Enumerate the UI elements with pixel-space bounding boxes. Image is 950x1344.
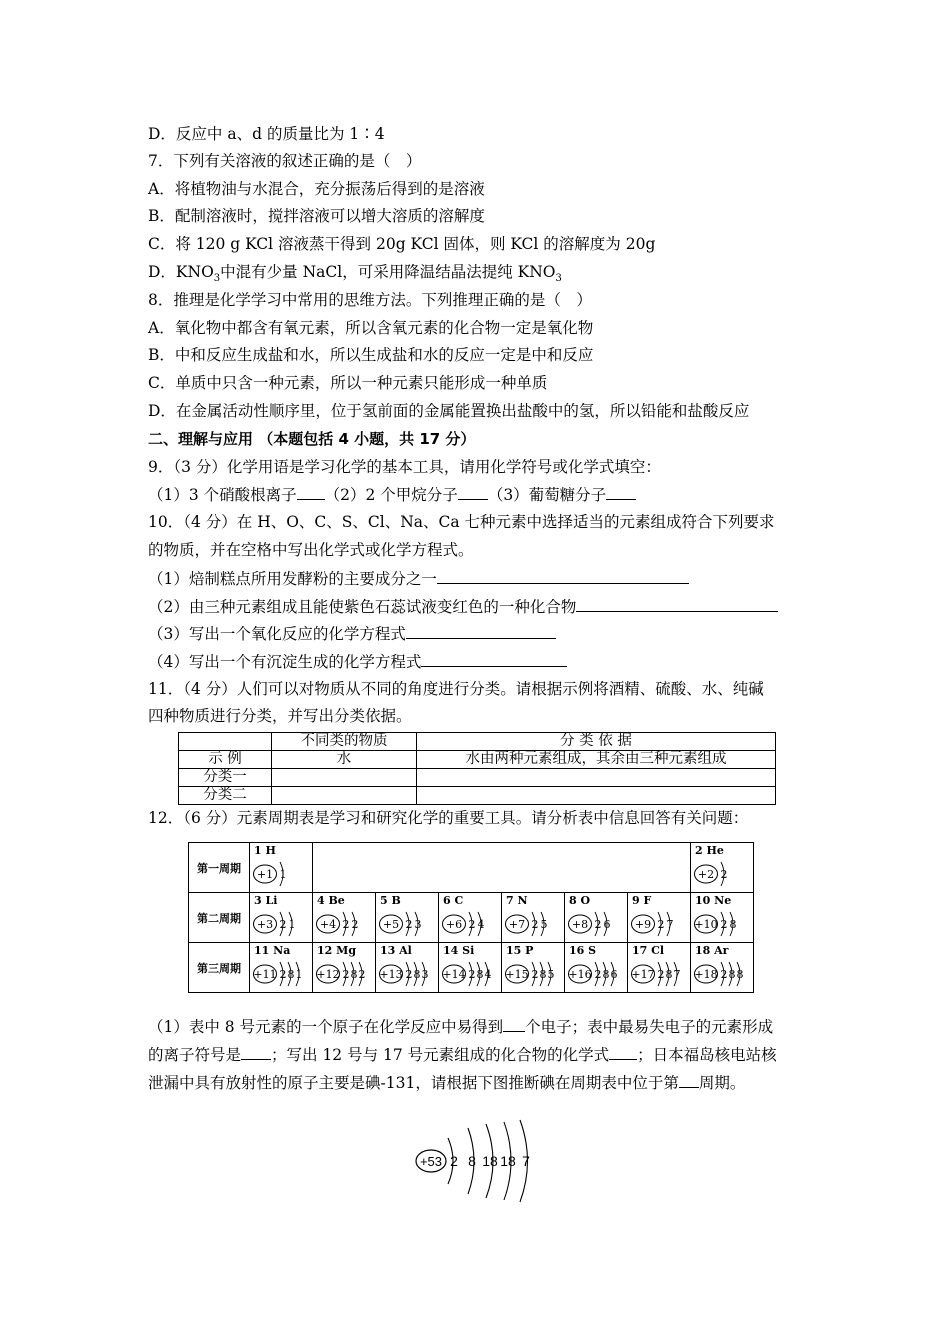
q7-option-c: C．将 120 g KCl 溶液蒸干得到 20g KCl 固体，则 KCl 的溶解度为 20g [148, 235, 656, 253]
section-2-heading: 二、理解与应用 （本题包括 4 小题，共 17 分） [148, 430, 476, 448]
element-cell [376, 893, 439, 943]
nucleus-label: +8 [571, 918, 589, 931]
element-cell [250, 843, 313, 893]
q8-option-b: B．中和反应生成盐和水，所以生成盐和水的反应一定是中和反应 [148, 346, 594, 364]
element-label: 6 C [443, 894, 464, 907]
shell-electron-count: 8 [729, 918, 737, 931]
element-label: 14 Si [443, 944, 475, 957]
table-cell: 水由两种元素组成，其余由三种元素组成 [417, 751, 776, 769]
shell-electron-count: 2 [405, 968, 413, 981]
element-cell [439, 893, 502, 943]
shell-electron-count: 2 [358, 968, 366, 981]
shell-electron-count: 2 [720, 968, 728, 981]
shell-electron-count: 2 [342, 918, 350, 931]
nucleus-label: +5 [382, 918, 400, 931]
answer-blank[interactable] [679, 1072, 699, 1088]
answer-blank[interactable] [421, 651, 567, 667]
atom-structure-icon [252, 908, 310, 940]
element-cell [250, 893, 313, 943]
shell-electron-count: 2 [351, 918, 359, 931]
shell-electron-count: 2 [657, 918, 665, 931]
nucleus-label: +7 [508, 918, 526, 931]
iodine-nucleus-label: +53 [419, 1154, 443, 1169]
nucleus-label: +12 [316, 968, 340, 981]
answer-blank[interactable] [609, 1044, 637, 1060]
shell-electron-count: 6 [603, 918, 611, 931]
table-cell: 分类一 [179, 769, 272, 787]
shell-electron-count: 2 [468, 918, 476, 931]
element-label: 12 Mg [317, 944, 357, 957]
q7-option-b: B．配制溶液时，搅拌溶液可以增大溶质的溶解度 [148, 207, 485, 225]
atom-structure-icon [252, 958, 310, 990]
element-label: 16 S [569, 944, 597, 957]
answer-blank[interactable] [406, 623, 556, 639]
atom-structure-icon [693, 958, 751, 990]
q12-answer-line-3: 泄漏中具有放射性的原子主要是碘-131，请根据下图推断碘在周期表中位于第 周期。 [148, 1074, 746, 1092]
shell-electron-count: 2 [279, 918, 287, 931]
shell-electron-count: 1 [288, 918, 296, 931]
q10-stem: 10．（4 分）在 H、O、C、S、Cl、Na、Ca 七种元素中选择适当的元素组成符合下列要求 [148, 513, 775, 531]
table-cell: 分类二 [179, 787, 272, 805]
shell-electron-count: 1 [279, 868, 287, 881]
atom-structure-icon [567, 958, 625, 990]
nucleus-label: +2 [697, 868, 715, 881]
table-row [179, 769, 776, 787]
q10-part-1: （1）焙制糕点所用发酵粉的主要成分之一 [148, 568, 689, 589]
element-label: 13 Al [380, 944, 412, 957]
q12-stem: 12．（6 分）元素周期表是学习和研究化学的重要工具。请分析表中信息回答有关问题： [148, 809, 749, 827]
shell-electron-count: 2 [657, 968, 665, 981]
q8-option-c: C．单质中只含一种元素，所以一种元素只能形成一种单质 [148, 374, 548, 392]
shell-electron-count: 8 [476, 968, 484, 981]
shell-electron-count: 2 [531, 968, 539, 981]
element-cell [376, 943, 439, 993]
period-row [189, 893, 754, 943]
answer-blank[interactable] [437, 568, 689, 584]
element-cell [691, 943, 754, 993]
answer-blank[interactable] [606, 484, 636, 500]
atom-structure-icon [252, 858, 310, 890]
element-label: 8 O [569, 894, 591, 907]
shell-electron-count: 5 [540, 918, 548, 931]
q7-option-a: A．将植物油与水混合，充分振荡后得到的是溶液 [148, 180, 485, 198]
shell-electron-count: 8 [665, 968, 673, 981]
shell-electron-count: 8 [602, 968, 610, 981]
shell-electron-count: 8 [539, 968, 547, 981]
q6-option-d: D．反应中 a、d 的质量比为 1∶4 [148, 125, 385, 143]
period-row [189, 943, 754, 993]
q8-stem: 8．推理是化学学习中常用的思维方法。下列推理正确的是（ ） [148, 291, 592, 309]
shell-electron-count: 3 [421, 968, 429, 981]
shell-electron-count: 8 [736, 968, 744, 981]
table-cell[interactable] [272, 769, 417, 787]
q11-stem: 11．（4 分）人们可以对物质从不同的角度进行分类。请根据示例将酒精、硫酸、水、纯碱 [148, 680, 764, 698]
answer-blank[interactable] [458, 484, 488, 500]
shell-electron-count: 2 [594, 968, 602, 981]
atom-structure-icon [504, 908, 562, 940]
atom-structure-icon [441, 908, 499, 940]
element-cell [313, 943, 376, 993]
shell-electron-count: 6 [610, 968, 618, 981]
q12-answer-line-1: （1）表中 8 号元素的一个原子在化学反应中易得到 个电子；表中最易失电子的元素形成 [148, 1018, 774, 1036]
shell-electron-count: 8 [350, 968, 358, 981]
atom-structure-icon [441, 958, 499, 990]
empty-span [313, 843, 691, 893]
atom-structure-icon [378, 908, 436, 940]
shell-electron-count: 1 [295, 968, 303, 981]
q8-option-d: D．在金属活动性顺序里，位于氢前面的金属能置换出盐酸中的氢，所以铅能和盐酸反应 [148, 402, 750, 420]
classification-table [178, 732, 776, 805]
q9-blanks: （1）3 个硝酸根离子 （2）2 个甲烷分子 （3）葡萄糖分子 [148, 484, 636, 505]
q11-stem-2: 四种物质进行分类，并写出分类依据。 [148, 707, 412, 725]
element-label: 17 Cl [632, 944, 665, 957]
atom-structure-icon [693, 858, 751, 890]
answer-blank[interactable] [503, 1016, 525, 1032]
element-label: 15 P [506, 944, 534, 957]
shell-electron-count: 4 [484, 968, 492, 981]
nucleus-label: +9 [634, 918, 652, 931]
answer-blank[interactable] [241, 1044, 271, 1060]
nucleus-label: +13 [379, 968, 403, 981]
table-cell[interactable] [272, 787, 417, 805]
element-cell [628, 943, 691, 993]
element-label: 4 Be [317, 894, 345, 907]
atom-structure-icon [315, 958, 373, 990]
answer-blank[interactable] [576, 596, 778, 612]
q7-stem: 7．下列有关溶液的叙述正确的是（ ） [148, 152, 422, 170]
shell-electron-count: 2 [594, 918, 602, 931]
periodic-table [188, 842, 754, 993]
q10-part-2: （2）由三种元素组成且能使紫色石蕊试液变红色的一种化合物 [148, 596, 778, 617]
nucleus-label: +1 [256, 868, 274, 881]
element-cell [628, 893, 691, 943]
shell-electron-count: 4 [477, 918, 485, 931]
nucleus-label: +14 [442, 968, 466, 981]
shell-electron-count: 7 [666, 918, 674, 931]
table-row [179, 787, 776, 805]
nucleus-label: +3 [256, 918, 274, 931]
shell-electron-count: 5 [547, 968, 555, 981]
nucleus-label: +10 [694, 918, 718, 931]
table-cell[interactable] [417, 769, 776, 787]
atom-structure-icon [567, 908, 625, 940]
table-cell: 示 例 [179, 751, 272, 769]
nucleus-label: +11 [253, 968, 277, 981]
nucleus-label: +15 [505, 968, 529, 981]
answer-blank[interactable] [297, 484, 325, 500]
element-cell [691, 893, 754, 943]
element-cell [565, 943, 628, 993]
element-cell [313, 893, 376, 943]
shell-electron-count: 3 [414, 918, 422, 931]
nucleus-label: +6 [445, 918, 463, 931]
atom-structure-icon [630, 958, 688, 990]
shell-electron-count: 2 [342, 968, 350, 981]
q10-stem-2: 的物质，并在空格中写出化学式或化学方程式。 [148, 541, 474, 559]
element-label: 11 Na [254, 944, 291, 957]
q10-part-4: （4）写出一个有沉淀生成的化学方程式 [148, 651, 567, 672]
element-label: 5 B [380, 894, 401, 907]
atom-structure-icon [378, 958, 436, 990]
q9-stem: 9．（3 分）化学用语是学习化学的基本工具，请用化学符号或化学式填空： [148, 458, 661, 476]
q10-part-3: （3）写出一个氧化反应的化学方程式 [148, 623, 556, 644]
shell-electron-count: 7 [673, 968, 681, 981]
period-row [189, 843, 754, 893]
table-cell[interactable] [417, 787, 776, 805]
q8-option-a: A．氧化物中都含有氧元素，所以含氧元素的化合物一定是氧化物 [148, 319, 594, 337]
shell-electron-count: 8 [728, 968, 736, 981]
nucleus-label: +4 [319, 918, 337, 931]
element-cell [565, 893, 628, 943]
element-label: 7 N [506, 894, 528, 907]
q7-option-d: D．$KNO_3$中混有少量 NaCl，可采用降温结晶法提纯 $KNO_3$ [148, 263, 562, 285]
element-label: 2 He [695, 844, 724, 857]
element-cell [250, 943, 313, 993]
iodine-shell-count: 18 [482, 1153, 498, 1169]
shell-electron-count: 2 [720, 918, 728, 931]
shell-electron-count: 2 [279, 968, 287, 981]
table-header-cell: 分 类 依 据 [417, 733, 776, 751]
element-label: 10 Ne [695, 894, 732, 907]
atom-structure-icon [630, 908, 688, 940]
shell-electron-count: 2 [720, 868, 728, 881]
period-label: 第二周期 [189, 893, 250, 943]
period-label: 第一周期 [189, 843, 250, 893]
shell-electron-count: 2 [468, 968, 476, 981]
element-label: 18 Ar [695, 944, 729, 957]
atom-structure-icon [315, 908, 373, 940]
q12-answer-line-2: 的离子符号是 ；写出 12 号与 17 号元素组成的化合物的化学式 ；日本福岛核电站核 [148, 1046, 777, 1064]
atom-structure-icon [693, 908, 751, 940]
element-cell [502, 943, 565, 993]
table-header-cell: 不同类的物质 [272, 733, 417, 751]
table-header-cell [179, 733, 272, 751]
shell-electron-count: 8 [413, 968, 421, 981]
period-label: 第三周期 [189, 943, 250, 993]
element-label: 9 F [632, 894, 652, 907]
nucleus-label: +16 [568, 968, 592, 981]
shell-electron-count: 8 [287, 968, 295, 981]
nucleus-label: +18 [694, 968, 718, 981]
element-cell [439, 943, 502, 993]
nucleus-label: +17 [631, 968, 655, 981]
element-cell [502, 893, 565, 943]
table-row [179, 751, 776, 769]
element-cell [691, 843, 754, 893]
iodine-atom-structure-diagram [414, 1118, 544, 1204]
iodine-shell-count: 8 [468, 1153, 476, 1169]
iodine-shell-count: 18 [500, 1153, 516, 1169]
element-label: 1 H [254, 844, 276, 857]
element-label: 3 Li [254, 894, 278, 907]
table-cell: 水 [272, 751, 417, 769]
shell-electron-count: 2 [531, 918, 539, 931]
shell-electron-count: 2 [405, 918, 413, 931]
iodine-shell-count: 7 [522, 1153, 530, 1169]
atom-structure-icon [504, 958, 562, 990]
iodine-shell-count: 2 [450, 1153, 458, 1169]
